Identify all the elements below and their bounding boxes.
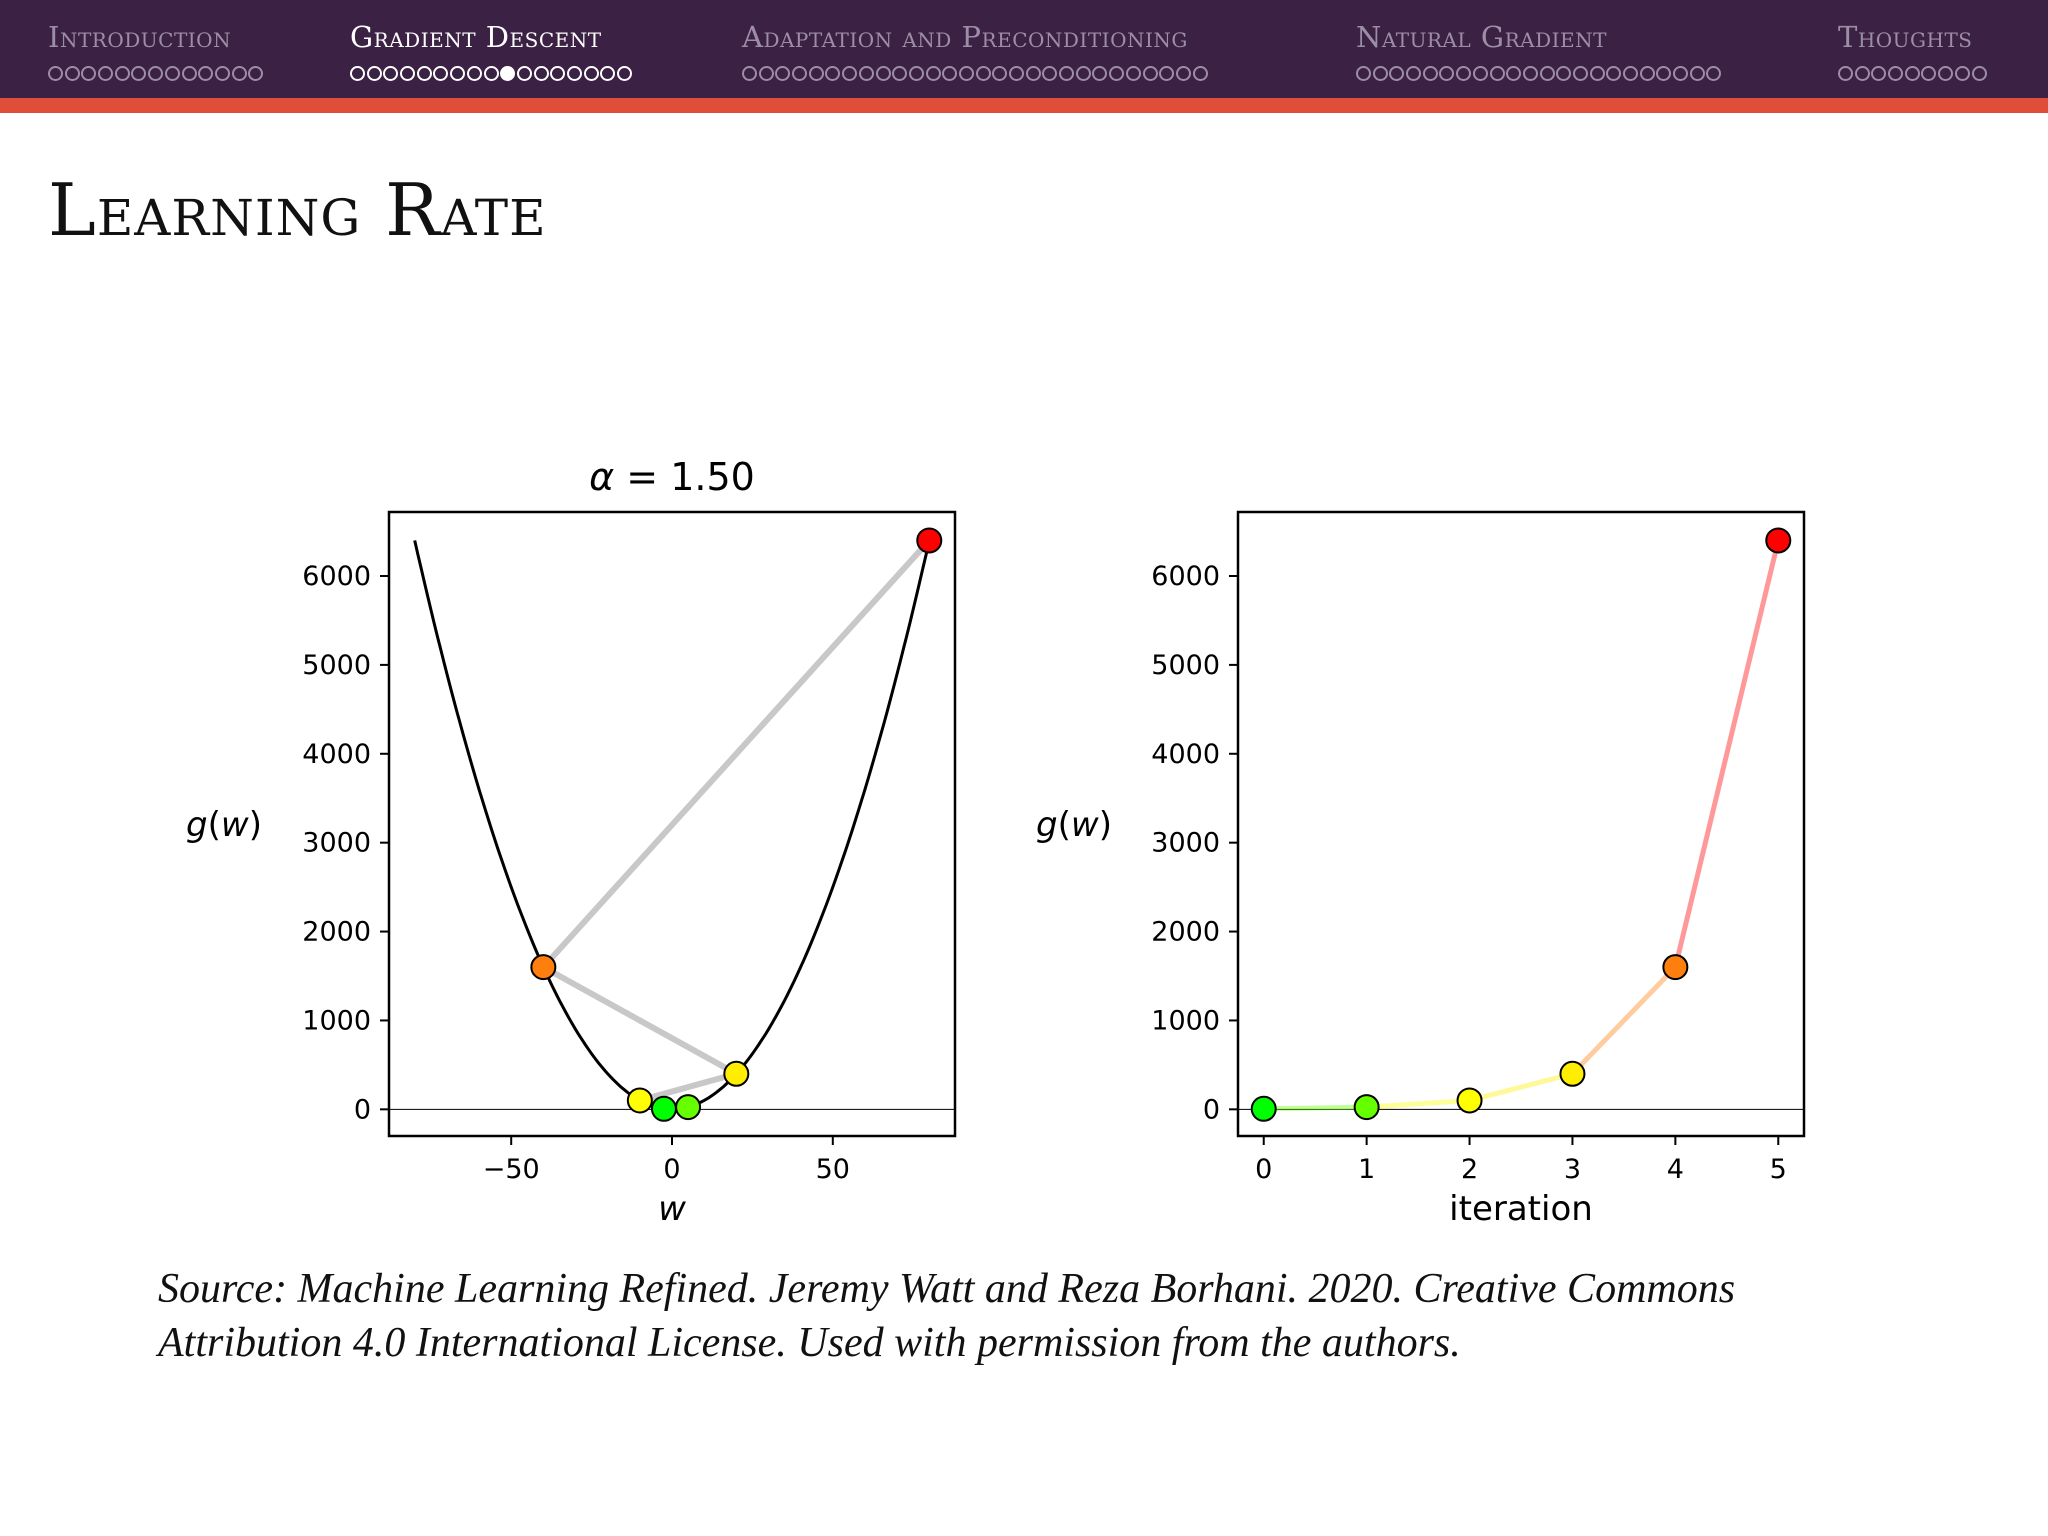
x-tick-label: −50 [482,1154,540,1185]
y-tick-label: 2000 [1151,916,1220,948]
y-tick-label: 1000 [1151,1005,1220,1037]
caption-line-1: Source: Machine Learning Refined. Jeremy Watt and Reza Borhani. 2020. Creative Commons [158,1266,1736,1312]
nav-section-title[interactable]: Natural Gradient [1356,20,1607,54]
iterate-point [917,528,941,552]
step-arrow [543,967,736,1074]
x-tick-label: 2 [1460,1154,1479,1185]
history-point [1766,528,1790,552]
nav-section-title[interactable]: Thoughts [1838,20,1973,54]
y-tick-label: 1000 [302,1005,371,1037]
history-segment [1264,1107,1367,1109]
y-axis-label: g(w) [1036,805,1112,845]
x-tick-label: 0 [1255,1154,1273,1185]
iterate-point [724,1062,748,1086]
iterate-point [628,1088,652,1112]
y-tick-label: 2000 [302,916,371,948]
y-tick-label: 3000 [1151,827,1220,859]
iterate-point [676,1095,700,1119]
iterate-point [652,1097,676,1121]
history-segment [1367,1100,1470,1107]
x-tick-label: 0 [663,1154,681,1185]
source-caption [158,1262,1958,1370]
x-tick-label: 50 [815,1154,850,1185]
history-point [1458,1088,1482,1112]
y-tick-label: 0 [1202,1094,1220,1126]
nav-section-title[interactable]: Introduction [48,20,232,54]
y-tick-label: 6000 [302,561,371,592]
history-segment [1572,967,1675,1074]
x-tick-label: 5 [1769,1154,1787,1185]
y-axis-label: g(w) [186,805,262,845]
iterate-point [531,955,555,979]
cost-history-plot [1036,512,1804,1229]
history-point [1252,1097,1276,1121]
nav-section-title[interactable]: Gradient Descent [350,20,602,54]
y-tick-label: 3000 [302,827,371,859]
caption-line-2: Attribution 4.0 International License. Used with permission from the authors. [158,1320,1461,1366]
chart-title: α = 1.50 [589,455,755,499]
x-tick-label: 3 [1563,1154,1582,1185]
y-tick-label: 4000 [302,738,371,770]
cost-function-plot [186,455,955,1229]
y-tick-label: 5000 [1151,649,1220,681]
y-tick-label: 4000 [1151,738,1220,770]
history-point [1560,1062,1584,1086]
y-tick-label: 5000 [302,649,371,681]
history-segment [1470,1074,1573,1101]
step-arrow [543,540,929,967]
plot-frame [1238,512,1804,1136]
x-tick-label: 4 [1666,1154,1684,1185]
slide-title: Learning Rate [48,168,547,252]
history-point [1355,1095,1379,1119]
y-tick-label: 6000 [1151,561,1220,592]
nav-section-title[interactable]: Adaptation and Preconditioning [742,20,1188,54]
y-tick-label: 0 [353,1094,371,1126]
x-axis-label: w [658,1189,686,1229]
x-axis-label: iteration [1449,1189,1593,1229]
history-point [1663,955,1687,979]
x-tick-label: 1 [1358,1154,1376,1185]
history-segment [1675,540,1778,967]
